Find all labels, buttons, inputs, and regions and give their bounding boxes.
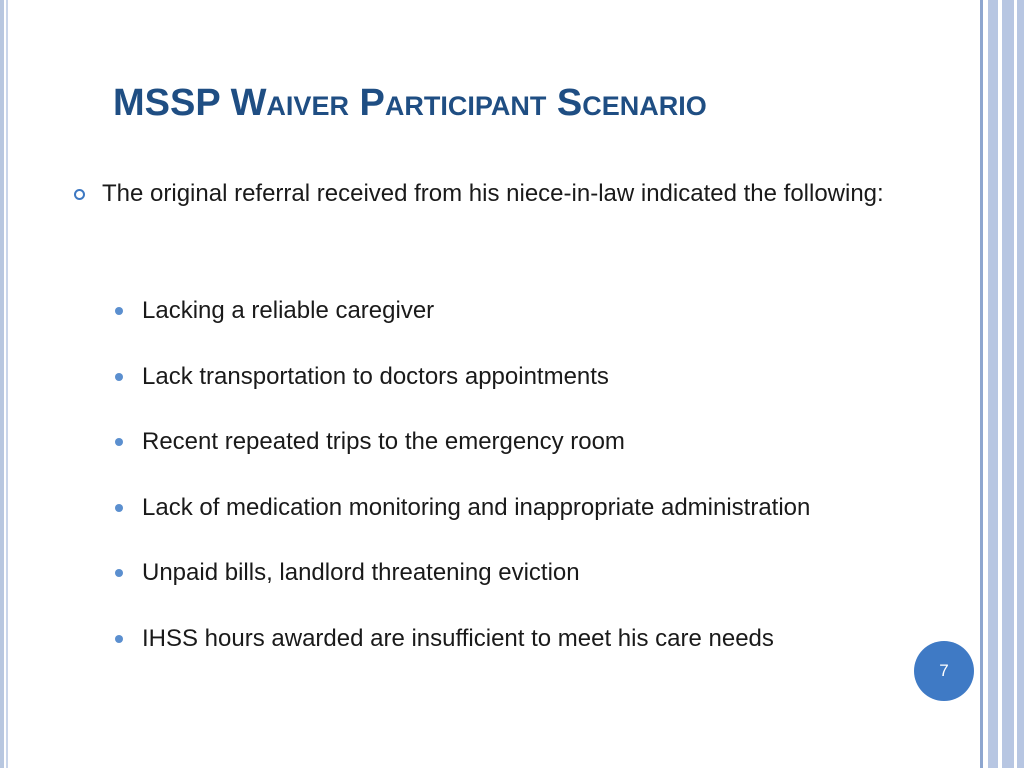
list-item-text: Recent repeated trips to the emergency room — [142, 428, 625, 455]
list-item — [112, 426, 810, 492]
filled-dot-bullet-icon — [115, 569, 123, 577]
list-item — [112, 492, 810, 558]
list-item — [112, 623, 810, 689]
filled-dot-bullet-icon — [115, 307, 123, 315]
list-item-text: Unpaid bills, landlord threatening eviction — [142, 559, 580, 586]
list-item-text: Lack transportation to doctors appointments — [142, 362, 609, 390]
left-border-decoration — [0, 0, 4, 768]
page-number-badge — [914, 641, 974, 701]
list-item-text: IHSS hours awarded are insufficient to meet his care needs — [142, 624, 774, 652]
list-item — [112, 295, 810, 361]
filled-dot-bullet-icon — [115, 635, 123, 643]
slide-body — [70, 177, 950, 652]
hollow-circle-bullet-icon — [74, 189, 85, 200]
filled-dot-bullet-icon — [115, 373, 123, 381]
left-border-line — [6, 0, 8, 768]
list-item — [112, 361, 810, 427]
list-item-text: Lack of medication monitoring and inappropriate administration — [142, 493, 811, 521]
filled-dot-bullet-icon — [115, 504, 123, 512]
right-stripes-decoration — [976, 0, 1024, 768]
page-number: 7 — [939, 661, 949, 680]
scenario-list — [112, 295, 810, 688]
filled-dot-bullet-icon — [115, 438, 123, 446]
list-item — [112, 557, 810, 623]
intro-text: The original referral received from his niece-in-law indicated the following: — [102, 180, 884, 207]
intro-paragraph — [70, 177, 950, 211]
slide-title: MSSP Waiver Participant Scenario — [113, 82, 707, 124]
list-item-text: Lacking a reliable caregiver — [142, 297, 435, 324]
